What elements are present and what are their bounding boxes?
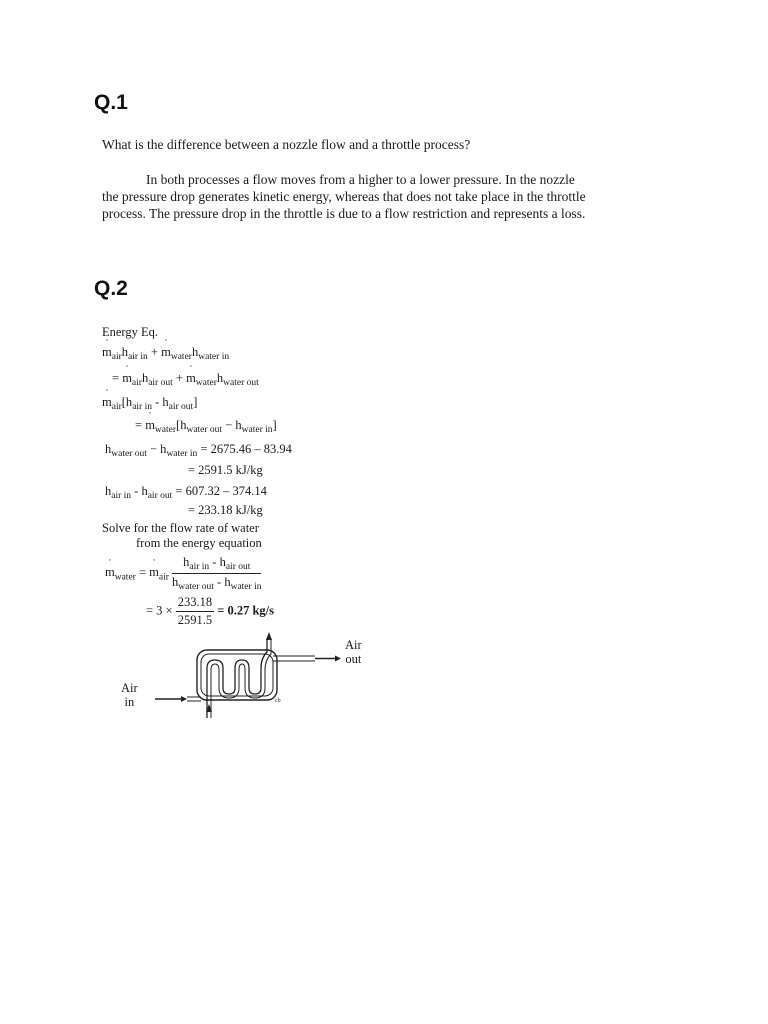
- q1-heading: Q.1: [94, 91, 128, 114]
- q1-answer: In both processes a flow moves from a higher to a lower pressure. In the nozzle the pressure drop generates kinetic energy, whereas that does not take place in the throttle process. The pressure drop in the throttle is due to a flow restriction and represents a loss.: [102, 172, 586, 222]
- final-result: = 0.27 kg/s: [217, 603, 275, 618]
- final-fraction: [176, 595, 214, 628]
- corner-mark: cb: [275, 698, 281, 704]
- water-out-value: 2675.46: [210, 442, 252, 456]
- energy-eq-line-1: m $˙_{air}h_{air in} + m$ $˙_{water}h_{water in}$: [102, 345, 229, 362]
- water-in-value: 83.94: [263, 442, 292, 456]
- energy-eq-label: Energy Eq.: [102, 325, 159, 339]
- air-out-label: [345, 638, 362, 666]
- water-out-arrowhead: [266, 632, 272, 640]
- final-result-line: [146, 595, 274, 628]
- air-in-label-line-2: in: [124, 695, 135, 709]
- heat-exchanger-diagram: [115, 630, 385, 720]
- q1-question: What is the difference between a nozzle flow and a throttle process?: [102, 137, 471, 152]
- air-out-arrowhead: [335, 656, 341, 662]
- delta-h-air-result: = 233.18 kJ/kg: [188, 503, 263, 517]
- solve-line-2: from the energy equation: [136, 536, 262, 550]
- mass-flow-formula: m $˙_{water} = m$ $˙_{air}$ $\frac{h_{air in} - h_{air out}}{h_{water out} - h_{water in}}$: [105, 555, 261, 592]
- air-out-value: 374.14: [232, 484, 267, 498]
- air-out-label-line-1: Air: [345, 638, 362, 652]
- energy-eq-line-3: m $˙_{air}[h_{air in} - h_{air out}]$: [102, 395, 197, 412]
- delta-h-water-result: = 2591.5 kJ/kg: [188, 463, 263, 477]
- final-numerator: 233.18: [176, 595, 214, 612]
- delta-h-water-line: $h_{water out} - h_{water in} = 2675.46 - 83.94$: [105, 442, 292, 459]
- air-out-label-line-2: out: [345, 652, 362, 666]
- delta-h-air-line: $h_{air in} - h_{air out} = 607.32 - 374.14$: [105, 484, 267, 501]
- energy-eq-line-2: = m $˙_{air}h_{air out} + m$ $˙_{water}h_{water out}$: [112, 371, 259, 388]
- final-denominator: 2591.5: [177, 613, 213, 627]
- air-in-value: 607.32: [185, 484, 220, 498]
- air-in-arrowhead: [181, 696, 187, 702]
- mass-flow-fraction: $\frac{h_{air in} - h_{air out}}{h_{water out} - h_{water in}}$: [172, 555, 262, 592]
- q2-heading: Q.2: [94, 277, 128, 300]
- solve-line-1: Solve for the flow rate of water: [102, 521, 259, 535]
- final-prefix: = 3 ×: [146, 603, 173, 618]
- energy-eq-line-4: = m $˙_{water}[h_{water out} - h_{water in}]$: [135, 418, 277, 435]
- air-in-label-line-1: Air: [121, 681, 138, 695]
- air-in-label: [121, 681, 138, 709]
